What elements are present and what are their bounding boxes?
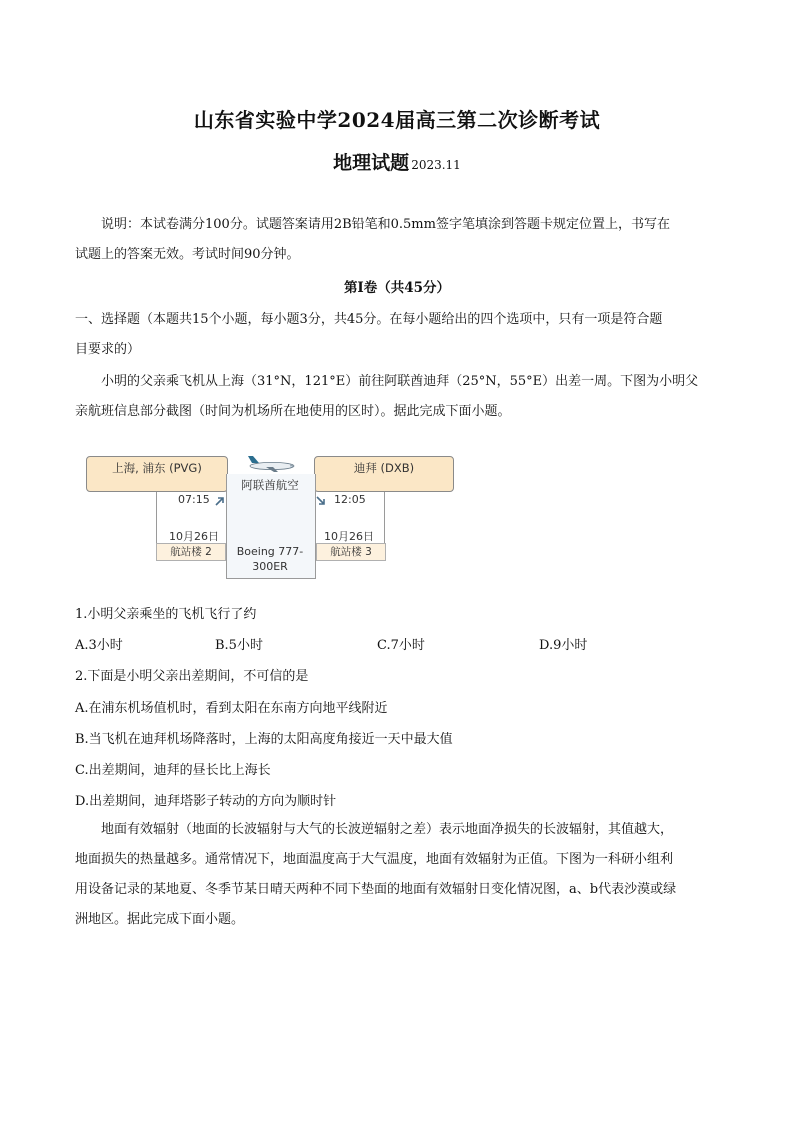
context-2-line-4: 洲地区。据此完成下面小题。 [75, 912, 245, 927]
exam-subject [0, 148, 794, 175]
aircraft-type-line-1: Boeing 777- [236, 545, 304, 558]
question-2-option-a: A.在浦东机场值机时，看到太阳在东南方向地平线附近 [75, 701, 388, 716]
instructions [75, 210, 720, 270]
instructions-line-1: 说明：本试卷满分100分。试题答案请用2B铅笔和0.5mm签字笔填涂到答题卡规定位置上，书写在 [101, 217, 670, 232]
subject-label: 地理试题 [333, 152, 410, 174]
part-intro [75, 305, 720, 365]
arrival-date: 10月26日 [324, 530, 374, 543]
question-1-option-a: A.3小时 [75, 638, 123, 653]
question-1-stem: 1.小明父亲乘坐的飞机飞行了约 [75, 607, 257, 622]
aircraft-type-line-2: 300ER [252, 560, 288, 573]
question-2-option-d: D.出差期间，迪拜塔影子转动的方向为顺时针 [75, 794, 337, 809]
question-2-option-c: C.出差期间，迪拜的昼长比上海长 [75, 763, 271, 778]
context-2-line-3: 用设备记录的某地夏、冬季节某日晴天两种不同下垫面的地面有效辐射日变化情况图，a、b代表沙漠或绿 [75, 882, 677, 897]
exam-date: 2023.11 [411, 158, 461, 172]
context-2-line-1: 地面有效辐射（地面的长波辐射与大气的长波逆辐射之差）表示地面净损失的长波辐射，其值越大， [101, 822, 674, 837]
arrival-time: 12:05 [334, 493, 366, 506]
departure-terminal: 航站楼 2 [156, 543, 226, 561]
question-2-option-b: B.当飞机在迪拜机场降落时，上海的太阳高度角接近一天中最大值 [75, 732, 453, 747]
context-1-line-1: 小明的父亲乘飞机从上海（31°N，121°E）前往阿联酋迪拜（25°N，55°E）出差一周。下图为小明父 [101, 374, 699, 389]
destination-airport-box [314, 456, 454, 492]
context-2-line-2: 地面损失的热量越多。通常情况下，地面温度高于大气温度，地面有效辐射为正值。下图为一科研小组利 [75, 852, 674, 867]
part-intro-line-2: 目要求的） [75, 342, 141, 357]
context-2 [75, 815, 720, 935]
context-1 [75, 367, 720, 427]
aircraft-type [226, 544, 314, 574]
departure-time: 07:15 [178, 493, 210, 506]
arrival-arrow-icon [316, 496, 326, 506]
exam-title: 山东省实验中学2024届高三第二次诊断考试 [193, 108, 601, 132]
question-1-option-b: B.5小时 [215, 638, 263, 653]
airplane-icon [244, 454, 298, 474]
arrival-terminal: 航站楼 3 [316, 543, 386, 561]
question-1-option-c: C.7小时 [377, 638, 425, 653]
origin-airport-box [86, 456, 228, 492]
destination-airport: 迪拜 (DXB) [353, 461, 415, 475]
airline-name: 阿联酋航空 [241, 478, 299, 492]
departure-date: 10月26日 [169, 530, 219, 543]
instructions-line-2: 试题上的答案无效。考试时间90分钟。 [75, 247, 300, 262]
question-1-option-d: D.9小时 [539, 638, 588, 653]
origin-airport: 上海, 浦东 (PVG) [112, 461, 202, 475]
question-2-stem: 2.下面是小明父亲出差期间，不可信的是 [75, 669, 309, 684]
departure-arrow-icon [215, 496, 225, 506]
section-title: 第Ⅰ卷（共45分） [343, 280, 451, 296]
flight-info-figure [86, 452, 456, 582]
part-intro-line-1: 一、选择题（本题共15个小题，每小题3分，共45分。在每小题给出的四个选项中，只有一项是符合题 [75, 312, 663, 327]
context-1-line-2: 亲航班信息部分截图（时间为机场所在地使用的区时）。据此完成下面小题。 [75, 404, 511, 419]
